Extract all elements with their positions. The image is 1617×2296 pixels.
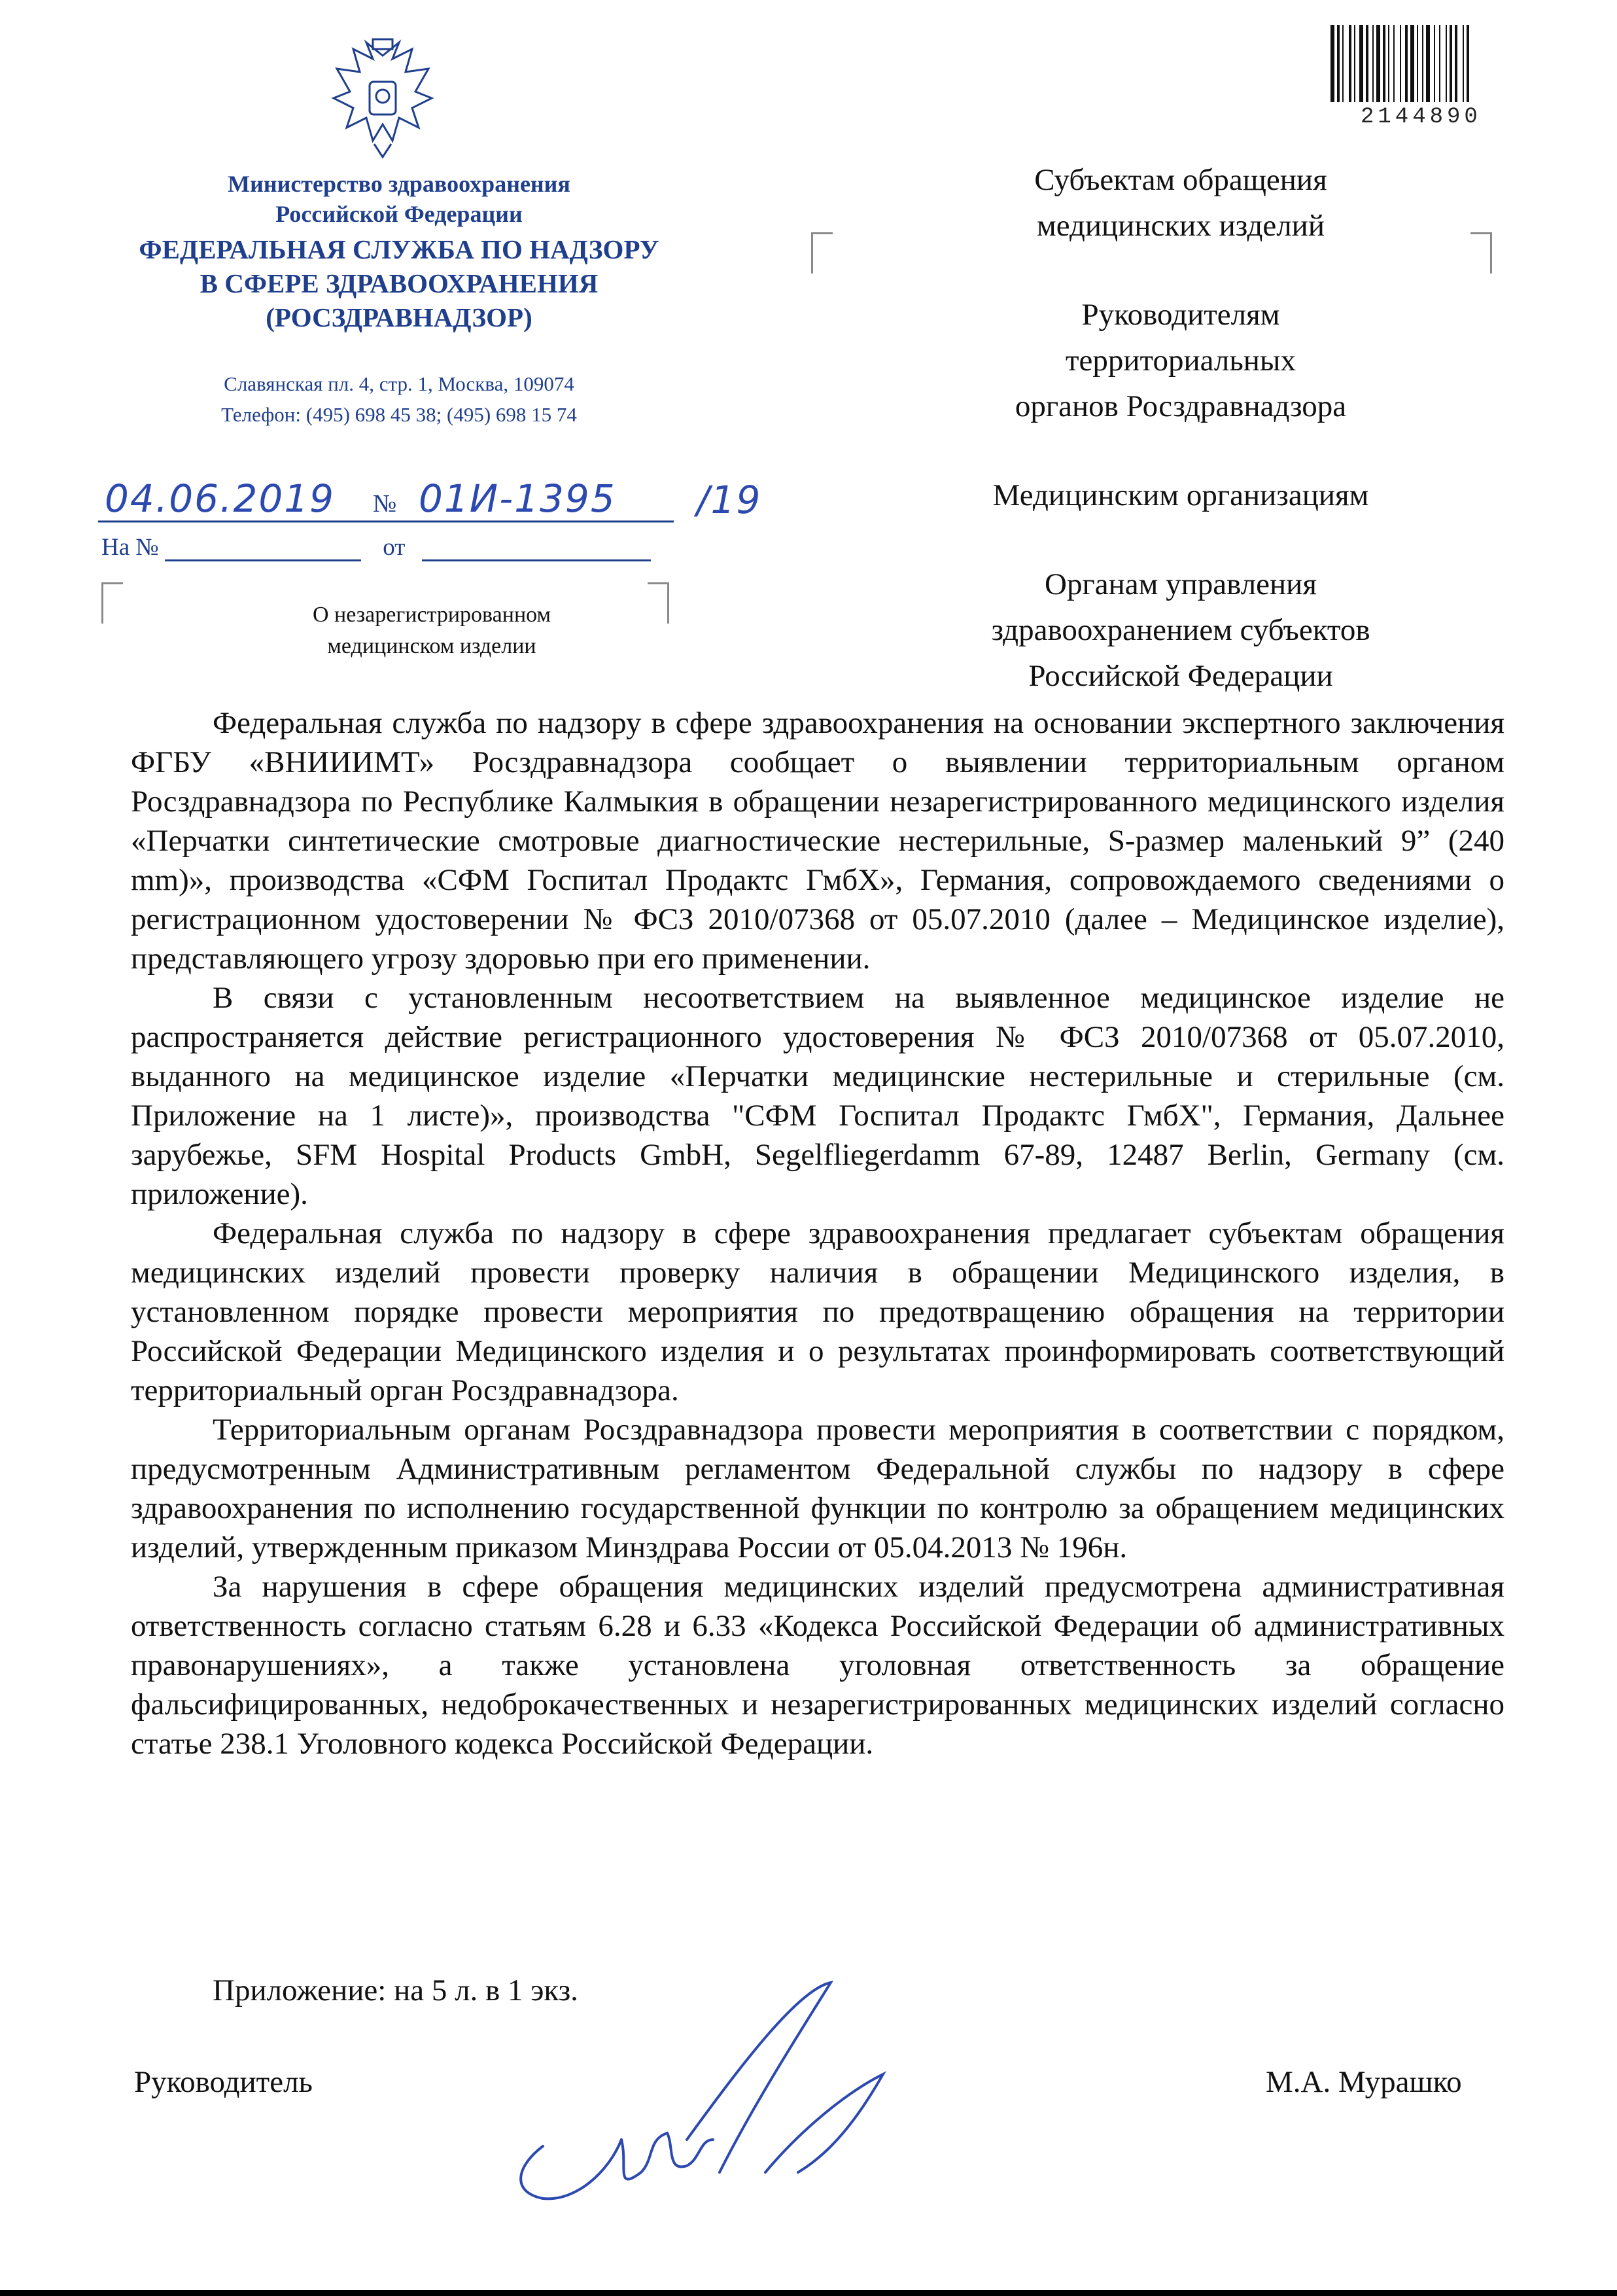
barcode-bar	[1434, 25, 1435, 102]
barcode-bar	[1450, 25, 1452, 102]
registration-underline	[98, 517, 752, 526]
barcode-bar	[1400, 25, 1401, 102]
barcode-bar	[1422, 25, 1423, 102]
barcode-bar	[1455, 25, 1457, 102]
subject-line	[249, 599, 615, 662]
service-line-1: ФЕДЕРАЛЬНАЯ СЛУЖБА ПО НАДЗОРУ	[139, 234, 659, 264]
address-line: Славянская пл. 4, стр. 1, Москва, 109074	[224, 372, 574, 395]
addressee-block	[870, 292, 1491, 429]
addressee-line: Российской Федерации	[1028, 659, 1333, 693]
reference-number-label: На №	[101, 534, 159, 561]
barcode-bar	[1417, 25, 1418, 102]
addressee-bracket-left	[811, 232, 833, 274]
barcode-bar	[1467, 25, 1469, 102]
subject-bracket-left	[101, 582, 123, 624]
address-block	[118, 368, 680, 430]
body-paragraph: Территориальным органам Росздравнадзора провести мероприятия в соответствии с порядком, предусмотренным Административным регламентом Федеральной службы по надзору в сфере здравоохранения по исполнению государственной функции по контролю за обращением медицинских изделий, утвержденным приказом Минздрава России от 05.04.2013 № 196н.	[131, 1413, 1504, 1564]
body-paragraph: Федеральная служба по надзору в сфере здравоохранения на основании экспертного заключения ФГБУ «ВНИИИМТ» Росздравнадзора сообщает о выявлении территориальным органом Росздравнадзора по Республике Калмыкия в обращении незарегистрированного медицинского изделия «Перчатки синтетические смотровые диагностические нестерильные, S-размер маленький 9” (240 mm)», производства «СФМ Госпитал Продактс ГмбХ», Германия, сопровождаемого сведениями о регистрационном удостоверении № ФСЗ 2010/07368 от 05.07.2010 (далее – Медицинское изделие), представляющего угрозу здоровью при его применении.	[131, 706, 1504, 976]
barcode-bar	[1330, 25, 1334, 102]
barcode-bar	[1376, 25, 1380, 102]
attachment-note: Приложение: на 5 л. в 1 экз.	[213, 1973, 578, 2007]
barcode-bar	[1393, 25, 1395, 102]
subject-line-1: О незарегистрированном	[312, 603, 551, 627]
barcode-bar	[1463, 25, 1464, 102]
reference-date-blank	[422, 531, 651, 561]
signatory-name: М.А. Мурашко	[1266, 2065, 1462, 2099]
barcode-bar	[1426, 25, 1430, 102]
addressees	[870, 157, 1491, 742]
addressee-block	[870, 157, 1491, 249]
letter-body	[131, 703, 1504, 1763]
barcode-bar	[1354, 25, 1355, 102]
body-paragraph: Федеральная служба по надзору в сфере здравоохранения предлагает субъектам обращения медицинских изделий провести проверку наличия в обращении Медицинского изделия, в установленном порядке провести мероприятия по предотвращению обращения на территории Российской Федерации Медицинского изделия и о результатах проинформировать соответствующий территориальный орган Росздравнадзора.	[131, 1216, 1504, 1407]
addressee-line: территориальных	[1065, 344, 1296, 378]
barcode	[1328, 25, 1498, 110]
barcode-bar	[1410, 25, 1414, 102]
phone-line: Телефон: (495) 698 45 38; (495) 698 15 74	[221, 403, 577, 426]
body-paragraph: За нарушения в сфере обращения медицинских изделий предусмотрена административная ответственность согласно статьям 6.28 и 6.33 «Кодекса Российской Федерации об административных правонарушениях», а также установлена уголовная ответственность за обращение фальсифицированных, недоброкачественных и незарегистрированных медицинских изделий согласно статье 238.1 Уголовного кодекса Российской Федерации.	[131, 1570, 1504, 1761]
registration-number-label: №	[373, 490, 397, 518]
registration-year: /19	[697, 478, 762, 522]
barcode-bar	[1342, 25, 1344, 102]
scan-edge	[0, 2290, 1617, 2296]
barcode-bar	[1366, 25, 1368, 102]
service-line-2: В СФЕРЕ ЗДРАВООХРАНЕНИЯ	[200, 268, 599, 298]
barcode-number: 2144890	[1361, 105, 1482, 130]
addressee-block	[870, 561, 1491, 699]
barcode-bar	[1439, 25, 1440, 102]
barcode-bar	[1349, 25, 1351, 102]
signatory-role: Руководитель	[134, 2065, 313, 2099]
registration-date: 04.06.2019	[105, 476, 336, 521]
barcode-bar	[1383, 25, 1385, 102]
barcode-bar	[1405, 25, 1408, 102]
addressee-line: Медицинским организациям	[992, 478, 1369, 512]
addressee-line: здравоохранением субъектов	[991, 613, 1370, 647]
addressee-block	[870, 472, 1491, 518]
ministry-line-2: Российской Федерации	[275, 201, 523, 227]
service-name	[78, 232, 720, 334]
subject-bracket-right	[648, 582, 669, 624]
barcode-bar	[1359, 25, 1363, 102]
addressee-line: органов Росздравнадзора	[1015, 389, 1347, 423]
addressee-line: медицинских изделий	[1036, 209, 1325, 243]
subject-line-2: медицинском изделии	[327, 634, 536, 658]
addressee-line: Субъектам обращения	[1034, 163, 1327, 197]
addressee-line: Органам управления	[1045, 567, 1317, 601]
reference-date-label: от	[383, 534, 406, 561]
handwritten-signature	[491, 1976, 909, 2212]
reference-number-blank	[165, 531, 361, 561]
registration-number: 01И-1395	[419, 476, 616, 521]
barcode-bar	[1337, 25, 1340, 102]
ministry-name	[118, 169, 680, 229]
barcode-bar	[1388, 25, 1389, 102]
coat-of-arms-emblem	[327, 36, 438, 160]
barcode-bar	[1372, 25, 1374, 102]
ministry-line-1: Министерство здравоохранения	[228, 171, 570, 197]
body-paragraph: В связи с установленным несоответствием на выявленное медицинское изделие не распространяется действие регистрационного удостоверения № ФСЗ 2010/07368 от 05.07.2010, выданного на медицинское изделие «Перчатки медицинские нестерильные и стерильные (см. Приложение на 1 листе)», производства "СФМ Госпитал Продактс ГмбХ", Германия, Дальнее зарубежье, SFM Hospital Products GmbH, Segelfliegerdamm 67-89, 12487 Berlin, Germany (см. приложение).	[131, 981, 1504, 1211]
reference-line	[101, 531, 651, 561]
barcode-bar	[1446, 25, 1447, 102]
addressee-line: Руководителям	[1081, 298, 1280, 332]
service-line-3: (РОСЗДРАВНАДЗОР)	[266, 302, 532, 332]
